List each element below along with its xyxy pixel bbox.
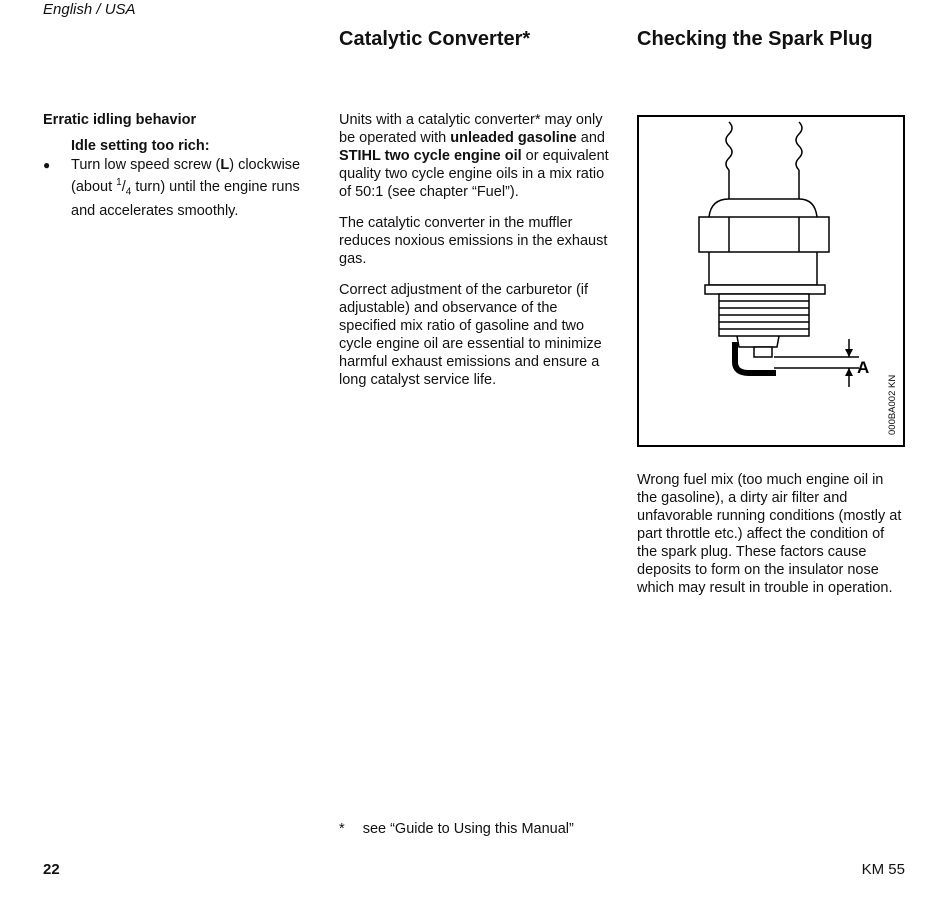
figure-code: 000BA002 KN	[887, 374, 898, 435]
section-heading-idling: Erratic idling behavior	[43, 112, 197, 128]
left-column	[43, 111, 313, 220]
footnote-text: see “Guide to Using this Manual”	[362, 821, 574, 837]
middle-column	[339, 111, 609, 389]
spark-plug-paragraph: Wrong fuel mix (too much engine oil in the gasoline), a dirty air filter and unfavorable running conditions (mostly at part throttle etc.) affect the condition of the spark plug. These factors cause deposits to form on the insulator nose which may result in trouble in operation.	[637, 472, 902, 596]
catalytic-paragraph-1: Units with a catalytic converter* may only be operated with unleaded gasoline and STIHL two cycle engine oil or equivalent quality two cycle engine oils in a mix ratio of 50:1 (see chapter “Fuel”).	[339, 112, 609, 200]
catalytic-converter-title: Catalytic Converter*	[339, 28, 531, 50]
bullet-text: Turn low speed screw (L) clockwise (about $^1/_4$ turn) until the engine runs and accelerates smoothly.	[71, 157, 301, 219]
subheading-idle-rich: Idle setting too rich:	[71, 138, 210, 154]
bullet-item	[43, 156, 313, 220]
catalytic-paragraph-2: The catalytic converter in the muffler reduces noxious emissions in the exhaust gas.	[339, 215, 608, 267]
footnote-star: *	[339, 821, 345, 837]
gap-label-a: A	[857, 358, 870, 377]
language-header: English / USA	[43, 1, 136, 18]
catalytic-paragraph-3: Correct adjustment of the carburetor (if adjustable) and observance of the specified mix ratio of gasoline and two cycle engine oil are essential to minimize harmful exhaust emissions and ensure a long catalyst service life.	[339, 282, 602, 388]
model-label: KM 55	[861, 861, 905, 878]
footnote	[339, 820, 574, 838]
spark-plug-figure	[637, 115, 905, 447]
spark-plug-title: Checking the Spark Plug	[637, 28, 873, 50]
bullet-dot-icon: ●	[43, 158, 51, 172]
page-number: 22	[43, 861, 60, 878]
spark-plug-drawing	[639, 117, 903, 445]
